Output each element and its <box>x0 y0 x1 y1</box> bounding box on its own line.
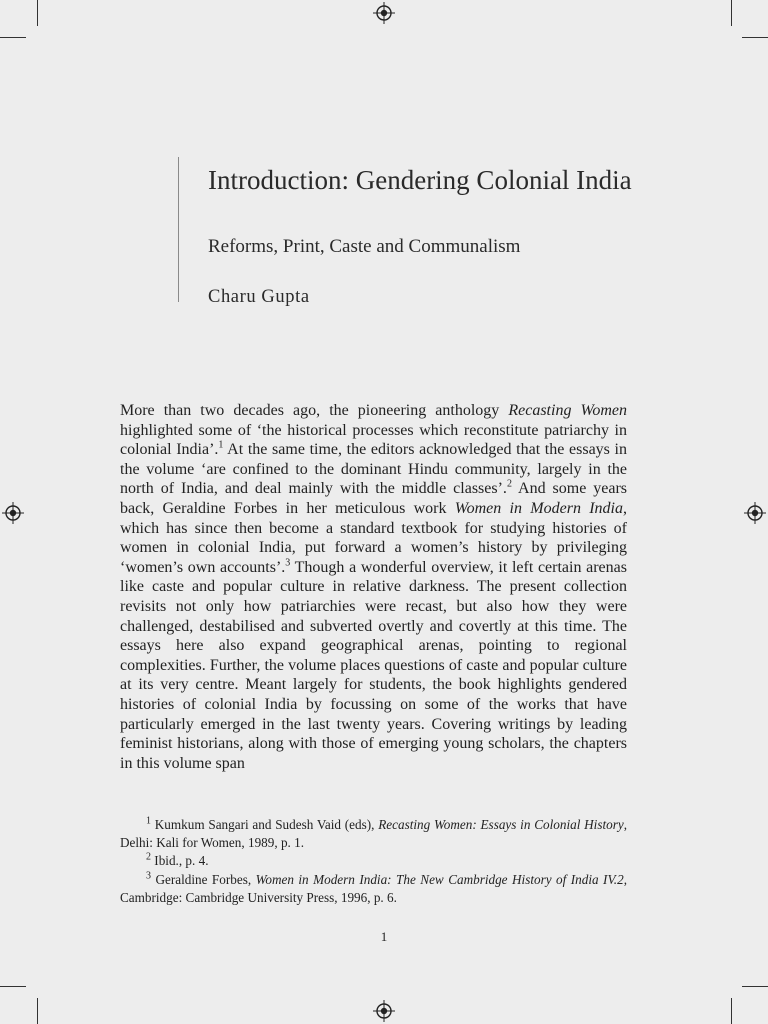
text-run: Ibid., p. 4. <box>151 853 209 869</box>
registration-mark-icon <box>744 502 766 524</box>
italic-text: Women in Modern India <box>454 499 623 517</box>
footnote-number: 3 <box>146 870 151 882</box>
crop-mark <box>37 998 38 1024</box>
text-run: , Delhi: Kali for Women, 1989, p. 1. <box>120 817 627 851</box>
registration-mark-icon <box>2 502 24 524</box>
footnote <box>120 871 627 907</box>
italic-text: Recasting Women: Essays in Colonial History <box>378 817 624 832</box>
text-run: , Cambridge: Cambridge University Press, 1996, p. 6. <box>120 871 627 905</box>
italic-text: Recasting Women <box>508 402 628 419</box>
footnote-ref: 1 <box>218 439 224 451</box>
page-number: 1 <box>380 929 388 944</box>
crop-mark <box>731 0 732 26</box>
footnote-ref: 3 <box>285 557 291 569</box>
text-run: And some years back, Geraldine Forbes in her meticulous work <box>120 480 627 517</box>
footnote-ref: 2 <box>506 479 512 491</box>
crop-mark <box>731 998 732 1024</box>
crop-mark <box>742 986 768 987</box>
text-run: highlighted some of ‘the historical processes which reconstitute patriarchy in colonial India’. <box>120 421 627 459</box>
footnote-number: 1 <box>146 815 151 827</box>
registration-mark-icon <box>373 1000 395 1022</box>
footnote <box>120 816 627 852</box>
text-run: Kumkum Sangari and Sudesh Vaid (eds), <box>151 817 379 832</box>
text-run: More than two decades ago, the pioneering anthology <box>120 402 509 419</box>
chapter-title: Introduction: Gendering Colonial India <box>208 165 632 195</box>
text-run: , which has since then become a standard textbook for studying histories of women in colonial India, put forward a women’s history by privileging ‘women’s own accounts’. <box>120 499 627 576</box>
footnote-number: 2 <box>146 852 151 864</box>
chapter-author: Charu Gupta <box>208 287 310 307</box>
chapter-subtitle: Reforms, Print, Caste and Communalism <box>208 236 521 257</box>
italic-text: Women in Modern India: The New Cambridge History of India IV.2 <box>255 871 624 887</box>
registration-mark-icon <box>373 2 395 24</box>
body-paragraph <box>120 401 627 773</box>
text-run: At the same time, the editors acknowledged that the essays in the volume ‘are confined to the dominant Hindu community, largely in the north of India, and deal mainly with the middle classes’. <box>120 441 627 498</box>
crop-mark <box>0 37 26 38</box>
footnotes <box>120 816 627 907</box>
title-rule <box>178 157 179 302</box>
text-run: Though a wonderful overview, it left certain arenas like caste and popular culture in relative darkness. The present collection revisits not only how patriarchies were recast, but also how they were challenged, destabilised and subverted overtly and covertly at this time. The essays here also expand geographical arenas, pointing to regional complexities. Further, the volume places questions of caste and popular culture at its very centre. Meant largely for students, the book highlights gendered histories of colonial India by focussing on some of the works that have particularly emerged in the last twenty years. Covering writings by leading feminist historians, along with those of emerging young scholars, the chapters in this volume span <box>120 558 627 772</box>
crop-mark <box>742 37 768 38</box>
crop-mark <box>0 986 26 987</box>
footnote <box>120 852 627 870</box>
crop-mark <box>37 0 38 26</box>
text-run: Geraldine Forbes, <box>151 871 256 887</box>
